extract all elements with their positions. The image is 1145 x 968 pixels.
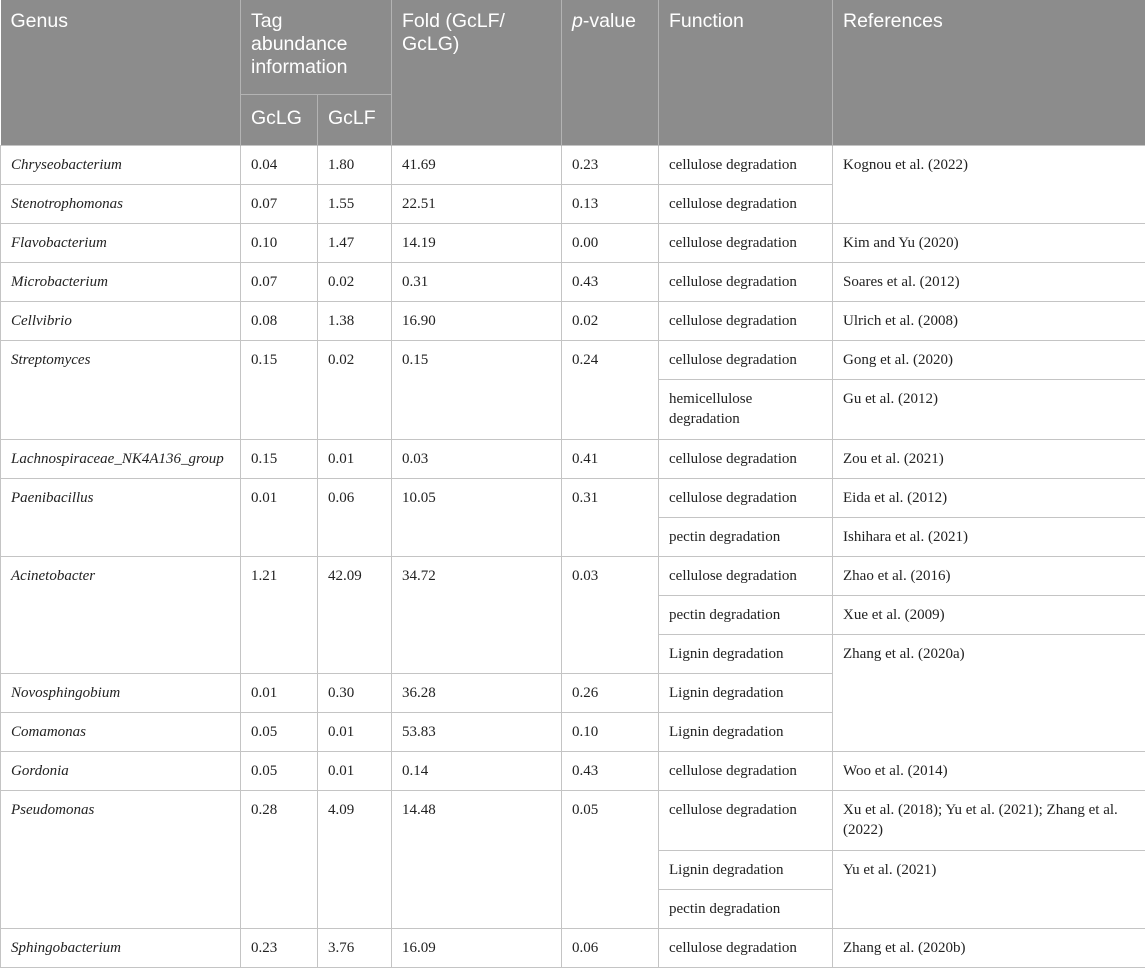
genus-cell: Sphingobacterium	[1, 929, 241, 968]
function-cell: Lignin degradation	[659, 851, 833, 890]
gclf-cell: 0.30	[318, 674, 392, 713]
gclg-cell: 0.07	[241, 263, 318, 302]
fold-cell: 14.19	[392, 224, 562, 263]
gclg-cell: 0.28	[241, 791, 318, 929]
gclf-cell: 0.01	[318, 713, 392, 752]
function-cell: Lignin degradation	[659, 674, 833, 713]
p-value-cell: 0.31	[562, 479, 659, 557]
reference-cell: Zhao et al. (2016)	[833, 557, 1145, 596]
function-cell: cellulose degradation	[659, 440, 833, 479]
gclg-cell: 0.07	[241, 185, 318, 224]
gclf-cell: 0.02	[318, 263, 392, 302]
gclg-cell: 0.15	[241, 341, 318, 440]
header-genus: Genus	[1, 0, 241, 146]
fold-cell: 16.90	[392, 302, 562, 341]
fold-cell: 14.48	[392, 791, 562, 929]
genus-cell: Novosphingobium	[1, 674, 241, 713]
fold-cell: 36.28	[392, 674, 562, 713]
reference-cell: Kim and Yu (2020)	[833, 224, 1145, 263]
gclf-cell: 0.06	[318, 479, 392, 557]
reference-cell: Kognou et al. (2022)	[833, 146, 1145, 224]
function-cell: pectin degradation	[659, 890, 833, 929]
p-value-cell: 0.43	[562, 752, 659, 791]
header-references: References	[833, 0, 1145, 146]
header-fold: Fold (GcLF/ GcLG)	[392, 0, 562, 146]
fold-cell: 0.31	[392, 263, 562, 302]
fold-cell: 0.15	[392, 341, 562, 440]
fold-cell: 16.09	[392, 929, 562, 968]
fold-cell: 22.51	[392, 185, 562, 224]
header-gclf: GcLF	[318, 95, 392, 146]
fold-cell: 10.05	[392, 479, 562, 557]
reference-cell: Zhang et al. (2020a)	[833, 635, 1145, 752]
gclg-cell: 1.21	[241, 557, 318, 674]
genus-cell: Pseudomonas	[1, 791, 241, 929]
reference-cell: Gu et al. (2012)	[833, 380, 1145, 440]
gclf-cell: 1.47	[318, 224, 392, 263]
function-cell: cellulose degradation	[659, 224, 833, 263]
gclg-cell: 0.04	[241, 146, 318, 185]
p-value-cell: 0.02	[562, 302, 659, 341]
genus-cell: Comamonas	[1, 713, 241, 752]
reference-cell: Zhang et al. (2020b)	[833, 929, 1145, 968]
function-cell: cellulose degradation	[659, 479, 833, 518]
header-gclg: GcLG	[241, 95, 318, 146]
function-cell: cellulose degradation	[659, 557, 833, 596]
reference-cell: Eida et al. (2012)	[833, 479, 1145, 518]
function-cell: cellulose degradation	[659, 752, 833, 791]
genus-cell: Gordonia	[1, 752, 241, 791]
function-cell: cellulose degradation	[659, 929, 833, 968]
gclf-cell: 1.38	[318, 302, 392, 341]
gclg-cell: 0.15	[241, 440, 318, 479]
table-row	[1, 146, 1145, 185]
function-cell: pectin degradation	[659, 596, 833, 635]
table-row	[1, 440, 1145, 479]
function-cell: Lignin degradation	[659, 713, 833, 752]
genus-cell: Streptomyces	[1, 341, 241, 440]
reference-cell: Zou et al. (2021)	[833, 440, 1145, 479]
fold-cell: 0.03	[392, 440, 562, 479]
gclf-cell: 4.09	[318, 791, 392, 929]
p-value-cell: 0.26	[562, 674, 659, 713]
table-row	[1, 557, 1145, 596]
table-row	[1, 752, 1145, 791]
p-value-cell: 0.05	[562, 791, 659, 929]
gclg-cell: 0.10	[241, 224, 318, 263]
gclg-cell: 0.05	[241, 752, 318, 791]
p-value-cell: 0.10	[562, 713, 659, 752]
function-cell: cellulose degradation	[659, 302, 833, 341]
function-cell: cellulose degradation	[659, 341, 833, 380]
genus-cell: Flavobacterium	[1, 224, 241, 263]
p-value-cell: 0.00	[562, 224, 659, 263]
function-cell: cellulose degradation	[659, 791, 833, 851]
table-row	[1, 224, 1145, 263]
gclf-cell: 3.76	[318, 929, 392, 968]
gclg-cell: 0.01	[241, 674, 318, 713]
genus-cell: Lachnospiraceae_NK4A136_group	[1, 440, 241, 479]
gclg-cell: 0.01	[241, 479, 318, 557]
genus-cell: Chryseobacterium	[1, 146, 241, 185]
p-value-cell: 0.41	[562, 440, 659, 479]
gclg-cell: 0.05	[241, 713, 318, 752]
genus-cell: Cellvibrio	[1, 302, 241, 341]
function-cell: pectin degradation	[659, 518, 833, 557]
reference-cell: Ulrich et al. (2008)	[833, 302, 1145, 341]
function-cell: cellulose degradation	[659, 146, 833, 185]
header-p-letter: p	[572, 10, 583, 32]
gclf-cell: 0.01	[318, 440, 392, 479]
p-value-cell: 0.13	[562, 185, 659, 224]
p-value-cell: 0.43	[562, 263, 659, 302]
gclg-cell: 0.23	[241, 929, 318, 968]
table-row	[1, 791, 1145, 851]
reference-cell: Xu et al. (2018); Yu et al. (2021); Zhang et al. (2022)	[833, 791, 1145, 851]
p-value-cell: 0.24	[562, 341, 659, 440]
reference-cell: Woo et al. (2014)	[833, 752, 1145, 791]
fold-cell: 0.14	[392, 752, 562, 791]
reference-cell: Soares et al. (2012)	[833, 263, 1145, 302]
function-cell: cellulose degradation	[659, 263, 833, 302]
reference-cell: Gong et al. (2020)	[833, 341, 1145, 380]
function-cell: cellulose degradation	[659, 185, 833, 224]
table-row	[1, 263, 1145, 302]
header-tag-abundance: Tag abundance information	[241, 0, 392, 95]
genus-cell: Stenotrophomonas	[1, 185, 241, 224]
gclg-cell: 0.08	[241, 302, 318, 341]
genus-cell: Acinetobacter	[1, 557, 241, 674]
reference-cell: Yu et al. (2021)	[833, 851, 1145, 929]
header-p-suffix: -value	[583, 10, 636, 32]
gclf-cell: 1.55	[318, 185, 392, 224]
p-value-cell: 0.03	[562, 557, 659, 674]
gclf-cell: 0.01	[318, 752, 392, 791]
genus-cell: Microbacterium	[1, 263, 241, 302]
header-p-value	[562, 0, 659, 146]
gclf-cell: 42.09	[318, 557, 392, 674]
function-cell: Lignin degradation	[659, 635, 833, 674]
p-value-cell: 0.23	[562, 146, 659, 185]
p-value-cell: 0.06	[562, 929, 659, 968]
gclf-cell: 1.80	[318, 146, 392, 185]
fold-cell: 34.72	[392, 557, 562, 674]
reference-cell: Xue et al. (2009)	[833, 596, 1145, 635]
table-row	[1, 929, 1145, 968]
fold-cell: 53.83	[392, 713, 562, 752]
table-row	[1, 479, 1145, 518]
function-cell: hemicellulose degradation	[659, 380, 833, 440]
gclf-cell: 0.02	[318, 341, 392, 440]
reference-cell: Ishihara et al. (2021)	[833, 518, 1145, 557]
table-row	[1, 341, 1145, 380]
genus-cell: Paenibacillus	[1, 479, 241, 557]
table-row	[1, 302, 1145, 341]
header-function: Function	[659, 0, 833, 146]
fold-cell: 41.69	[392, 146, 562, 185]
